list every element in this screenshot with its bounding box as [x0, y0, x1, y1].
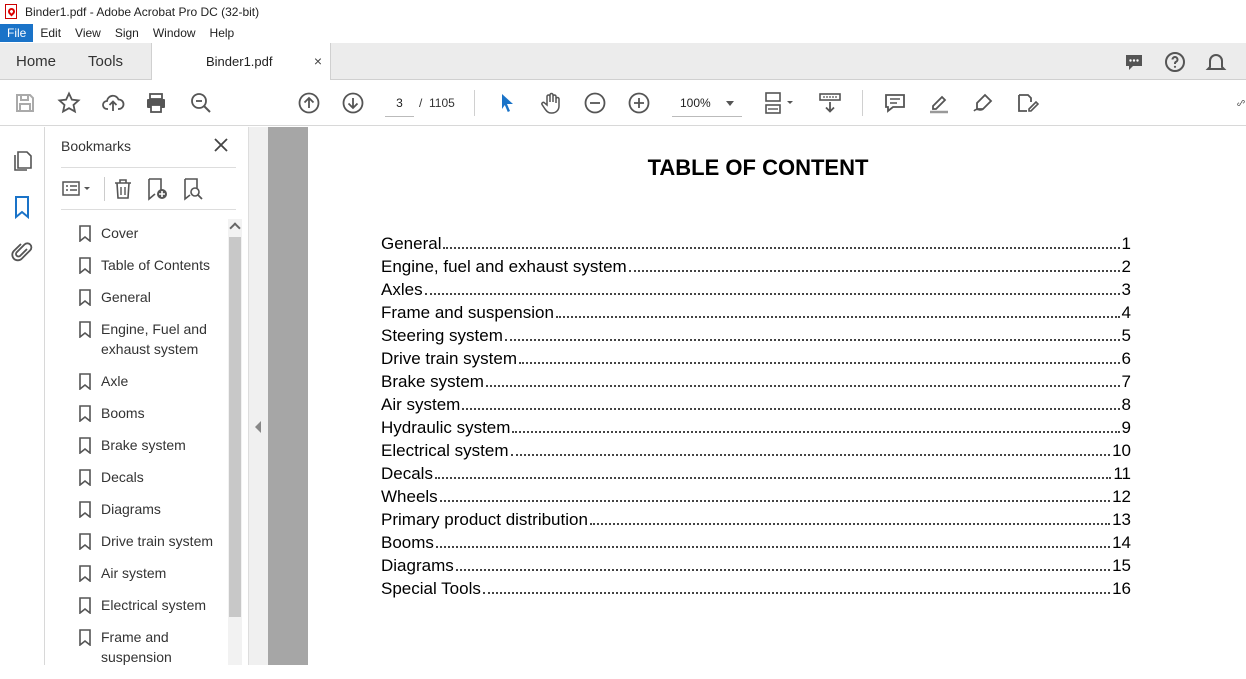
toc-entry-label: Frame and suspension [381, 303, 554, 322]
menu-edit[interactable]: Edit [40, 26, 62, 40]
bookmark-icon [79, 533, 91, 550]
toc-entry-label: Steering system [381, 326, 503, 345]
page-number-input[interactable]: 3 [385, 93, 414, 117]
bookmark-label: Booms [101, 405, 145, 421]
previous-page-icon[interactable] [296, 90, 322, 116]
bookmark-icon [79, 597, 91, 614]
toc-entry-label: Wheels [381, 487, 438, 506]
toc-leader-dots [519, 362, 1120, 364]
tab-document[interactable] [151, 43, 331, 81]
bookmark-label: Frame and suspension [101, 629, 172, 665]
toolbar-divider [862, 90, 863, 116]
toc-entry[interactable] [381, 533, 1131, 556]
toc-entry-page: 7 [1121, 372, 1131, 391]
toc-entry[interactable] [381, 280, 1131, 303]
toc-entry-page: 6 [1121, 349, 1131, 368]
bookmarks-toolbar [61, 175, 236, 203]
window-title: Binder1.pdf - Adobe Acrobat Pro DC (32-bit) [25, 4, 260, 19]
toc-entry[interactable] [381, 579, 1131, 602]
toc-entry-label: Diagrams [381, 556, 454, 575]
select-cursor-icon[interactable] [494, 90, 520, 116]
bookmarks-scrollbar[interactable] [228, 219, 242, 665]
bookmark-label: Electrical system [101, 597, 207, 613]
bookmark-item[interactable] [75, 255, 225, 275]
tab-home[interactable]: Home [16, 52, 57, 70]
toc-entry-page: 1 [1121, 234, 1131, 253]
bookmark-list [75, 223, 225, 679]
toc-leader-dots [440, 500, 1110, 502]
bookmark-icon [79, 437, 91, 454]
tabbar-right-tools [1123, 43, 1246, 80]
toc-leader-dots [512, 431, 1119, 433]
collapse-panel-icon[interactable] [255, 421, 261, 433]
highlight-pen-icon[interactable] [926, 90, 952, 116]
toc-entry[interactable] [381, 395, 1131, 418]
toc-leader-dots [486, 385, 1120, 387]
toc-entry-label: Booms [381, 533, 434, 552]
toc-entry[interactable] [381, 441, 1131, 464]
edit-sign-icon[interactable] [1014, 90, 1040, 116]
toc-entry[interactable] [381, 464, 1131, 487]
main-toolbar [0, 80, 1246, 126]
toc-leader-dots [443, 247, 1119, 249]
toc-entry-page: 9 [1121, 418, 1131, 437]
bookmark-icon [79, 469, 91, 486]
toc-entry-label: Brake system [381, 372, 484, 391]
bookmark-star-icon[interactable] [56, 90, 82, 116]
next-page-icon[interactable] [340, 90, 366, 116]
attachments-paperclip-icon[interactable] [10, 240, 34, 264]
toc-entry-page: 15 [1112, 556, 1131, 575]
toc-list [381, 234, 1131, 602]
menu-view[interactable]: View [75, 26, 101, 40]
bookmark-icon [79, 257, 91, 274]
bookmark-label: Air system [101, 565, 167, 581]
toc-entry-label: General [381, 234, 442, 253]
toc-entry-page: 5 [1121, 326, 1131, 345]
toc-leader-dots [511, 454, 1111, 456]
tab-tools[interactable]: Tools [88, 52, 124, 70]
bookmark-item[interactable] [75, 435, 225, 455]
toc-entry[interactable] [381, 303, 1131, 326]
bookmark-item[interactable] [75, 403, 225, 423]
toc-entry-label: Primary product distribution [381, 510, 588, 529]
bookmark-label: General [101, 289, 151, 305]
add-comment-icon[interactable] [882, 90, 908, 116]
bookmark-icon [79, 373, 91, 390]
page-total: 1105 [429, 96, 455, 110]
left-rail [0, 127, 45, 665]
bookmark-item[interactable] [75, 319, 225, 359]
print-icon[interactable] [143, 90, 169, 116]
bookmarks-title: Bookmarks [61, 138, 132, 154]
cloud-upload-icon[interactable] [100, 90, 126, 116]
toc-entry[interactable] [381, 372, 1131, 395]
toc-entry-page: 11 [1113, 464, 1131, 483]
toc-leader-dots [556, 316, 1120, 318]
scrollbar-thumb[interactable] [229, 237, 241, 617]
bookmark-icon [79, 289, 91, 306]
toc-entry[interactable] [381, 556, 1131, 579]
bookmark-item[interactable] [75, 595, 225, 615]
zoom-in-icon[interactable] [626, 90, 652, 116]
bookmark-item[interactable] [75, 223, 225, 243]
toc-entry-label: Hydraulic system [381, 418, 511, 437]
bookmark-icon [79, 405, 91, 422]
toc-entry-page: 2 [1121, 257, 1131, 276]
bookmark-label: Table of Contents [101, 257, 210, 273]
notifications-bell-icon[interactable] [1205, 51, 1227, 73]
bookmark-label: Engine, Fuel and exhaust system [101, 321, 207, 357]
bookmarks-panel [45, 127, 248, 665]
toc-entry-page: 8 [1121, 395, 1131, 414]
toolbar-divider [474, 90, 475, 116]
new-bookmark-icon[interactable] [145, 177, 169, 201]
toc-entry[interactable] [381, 487, 1131, 510]
toc-entry-page: 13 [1112, 510, 1131, 529]
scroll-up-icon[interactable] [229, 222, 240, 233]
toc-leader-dots [436, 546, 1110, 548]
menu-sign[interactable]: Sign [114, 26, 139, 40]
zoom-out-icon[interactable] [582, 90, 608, 116]
toc-entry-label: Electrical system [381, 441, 509, 460]
document-viewport[interactable] [268, 127, 1246, 665]
bookmark-label: Axle [101, 373, 129, 389]
toc-leader-dots [505, 339, 1120, 341]
toc-entry[interactable] [381, 349, 1131, 372]
bookmark-item[interactable] [75, 563, 225, 583]
delete-bookmark-icon[interactable] [111, 177, 135, 201]
toc-entry-page: 4 [1121, 303, 1131, 322]
tab-bar [0, 43, 1246, 80]
close-tab-icon[interactable]: × [313, 53, 322, 69]
acrobat-pdf-icon [5, 4, 19, 20]
toc-entry[interactable] [381, 418, 1131, 441]
bookmark-label: Brake system [101, 437, 186, 453]
document-tab-label: Binder1.pdf [206, 54, 273, 69]
toc-entry-label: Axles [381, 280, 423, 299]
bookmark-item[interactable] [75, 531, 225, 551]
bookmark-icon [79, 501, 91, 518]
pdf-page [308, 127, 1246, 665]
bookmark-item[interactable] [75, 627, 225, 667]
toc-entry-page: 12 [1112, 487, 1131, 506]
toc-entry[interactable] [381, 510, 1131, 533]
bookmarks-panel-icon[interactable] [10, 195, 34, 219]
bookmark-label: Drive train system [101, 533, 214, 549]
page-separator: / [419, 96, 423, 110]
search-zoom-icon[interactable] [188, 90, 214, 116]
page-title: TABLE OF CONTENT [647, 155, 869, 180]
toc-entry[interactable] [381, 257, 1131, 280]
draw-pen-icon[interactable] [970, 90, 996, 116]
bookmark-item[interactable] [75, 371, 225, 391]
menu-bar [0, 23, 1246, 43]
bookmark-label: Diagrams [101, 501, 161, 517]
toc-entry[interactable] [381, 326, 1131, 349]
panel-splitter[interactable] [248, 127, 268, 665]
toolbar-divider [104, 177, 105, 201]
menu-file[interactable]: File [0, 24, 33, 42]
bookmark-icon [79, 565, 91, 582]
page-thumbnails-icon[interactable] [10, 149, 34, 173]
toc-leader-dots [456, 569, 1110, 571]
zoom-select[interactable] [672, 93, 742, 117]
help-icon[interactable] [1164, 51, 1186, 73]
close-panel-icon[interactable] [213, 137, 229, 153]
bookmark-label: Decals [101, 469, 144, 485]
bookmark-icon [79, 629, 91, 646]
zoom-value: 100% [680, 96, 711, 110]
toc-leader-dots [425, 293, 1120, 295]
hand-tool-icon[interactable] [538, 90, 564, 116]
bookmark-item[interactable] [75, 467, 225, 487]
chevron-down-icon [726, 101, 734, 106]
toc-entry-label: Engine, fuel and exhaust system [381, 257, 627, 276]
toc-entry-page: 14 [1112, 533, 1131, 552]
toc-entry-label: Special Tools [381, 579, 481, 598]
toc-entry[interactable] [381, 234, 1131, 257]
comment-bubble-icon[interactable] [1123, 51, 1145, 73]
divider [61, 167, 236, 168]
toc-leader-dots [462, 408, 1119, 410]
bookmark-item[interactable] [75, 499, 225, 519]
menu-help[interactable]: Help [209, 26, 235, 40]
bookmark-label: Cover [101, 225, 139, 241]
toc-entry-label: Decals [381, 464, 433, 483]
toc-leader-dots [590, 523, 1110, 525]
find-bookmark-icon[interactable] [181, 177, 205, 201]
toc-leader-dots [435, 477, 1111, 479]
bookmark-item[interactable] [75, 287, 225, 307]
link-icon[interactable] [1236, 90, 1246, 116]
toc-entry-page: 10 [1112, 441, 1131, 460]
toc-entry-label: Air system [381, 395, 461, 414]
toc-leader-dots [629, 270, 1120, 272]
divider [61, 209, 236, 210]
menu-window[interactable]: Window [152, 26, 196, 40]
window-titlebar [0, 0, 1246, 23]
bookmark-icon [79, 225, 91, 242]
page-count [419, 93, 455, 113]
toc-entry-page: 16 [1112, 579, 1131, 598]
save-icon[interactable] [12, 90, 38, 116]
toc-entry-label: Drive train system [381, 349, 518, 368]
scroll-mode-icon[interactable] [817, 90, 843, 116]
toc-leader-dots [483, 592, 1110, 594]
bookmark-icon [79, 321, 91, 338]
bookmark-options-icon[interactable] [61, 177, 97, 201]
toc-entry-page: 3 [1121, 280, 1131, 299]
page-display-icon[interactable] [762, 90, 798, 116]
